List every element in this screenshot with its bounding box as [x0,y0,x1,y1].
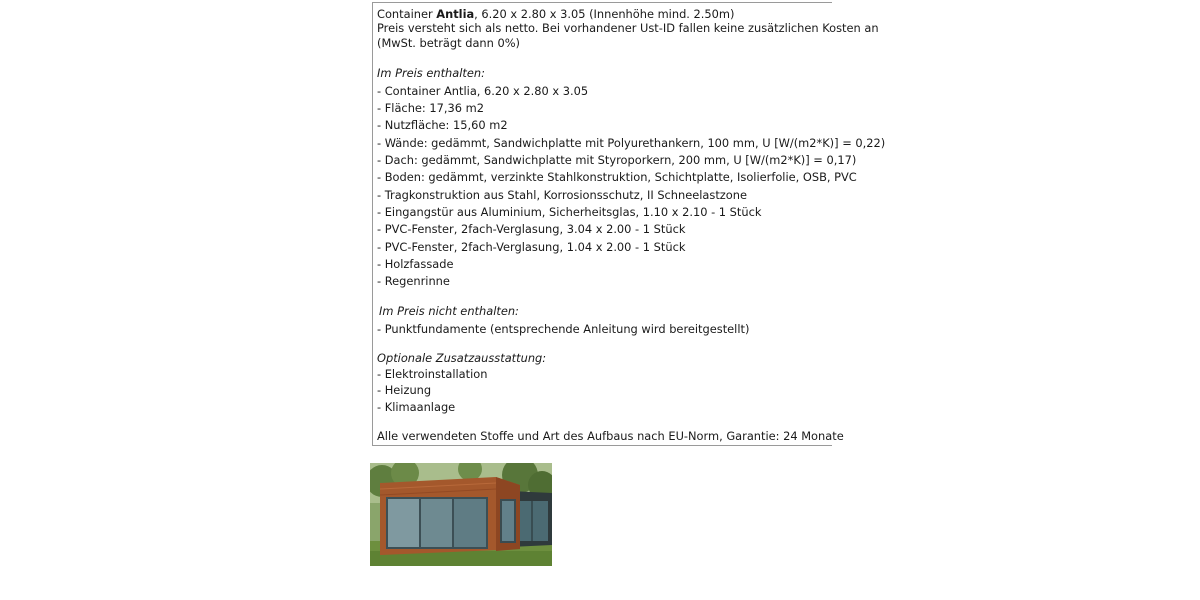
optional-item: - Elektroinstallation [377,367,488,381]
included-item: - Tragkonstruktion aus Stahl, Korrosionsschutz, II Schneelastzone [377,188,747,202]
included-item: - Nutzfläche: 15,60 m2 [377,118,508,132]
optional-heading: Optionale Zusatzausstattung: [377,351,547,365]
model-name: Antlia [436,7,475,21]
included-item: - PVC-Fenster, 2fach-Verglasung, 1.04 x 2.00 - 1 Stück [377,240,686,254]
included-item: - Wände: gedämmt, Sandwichplatte mit Polyurethankern, 100 mm, U [W/(m2*K)] = 0,22) [377,136,886,150]
included-item: - Boden: gedämmt, verzinkte Stahlkonstruktion, Schichtplatte, Isolierfolie, OSB, PVC [377,170,857,184]
price-note-line-1: Preis versteht sich als netto. Bei vorhandener Ust-ID fallen keine zusätzlichen Kosten an [377,21,879,35]
header-title-line [377,7,734,22]
included-item: - PVC-Fenster, 2fach-Verglasung, 3.04 x 2.00 - 1 Stück [377,222,686,236]
optional-item: - Klimaanlage [377,400,456,414]
included-item: - Container Antlia, 6.20 x 2.80 x 3.05 [377,84,589,98]
footer-note: Alle verwendeten Stoffe und Art des Aufbaus nach EU-Norm, Garantie: 24 Monate [377,429,844,443]
not-included-heading: Im Preis nicht enthalten: [379,304,519,318]
included-heading: Im Preis enthalten: [377,66,485,80]
included-item: - Regenrinne [377,274,450,288]
product-description-box [372,2,886,446]
included-item: - Dach: gedämmt, Sandwichplatte mit Styroporkern, 200 mm, U [W/(m2*K)] = 0,17) [377,153,857,167]
optional-item: - Heizung [377,383,432,397]
included-item: - Eingangstür aus Aluminium, Sicherheitsglas, 1.10 x 2.10 - 1 Stück [377,205,762,219]
included-item: - Fläche: 17,36 m2 [377,101,484,115]
included-item: - Holzfassade [377,257,454,271]
container-photo [370,463,552,566]
price-note-line-2: (MwSt. beträgt dann 0%) [377,36,520,50]
not-included-item: - Punktfundamente (entsprechende Anleitung wird bereitgestellt) [377,322,750,336]
header-prefix: Container [377,7,437,21]
header-dimensions: , 6.20 x 2.80 x 3.05 (Innenhöhe mind. 2.50m) [474,7,735,21]
